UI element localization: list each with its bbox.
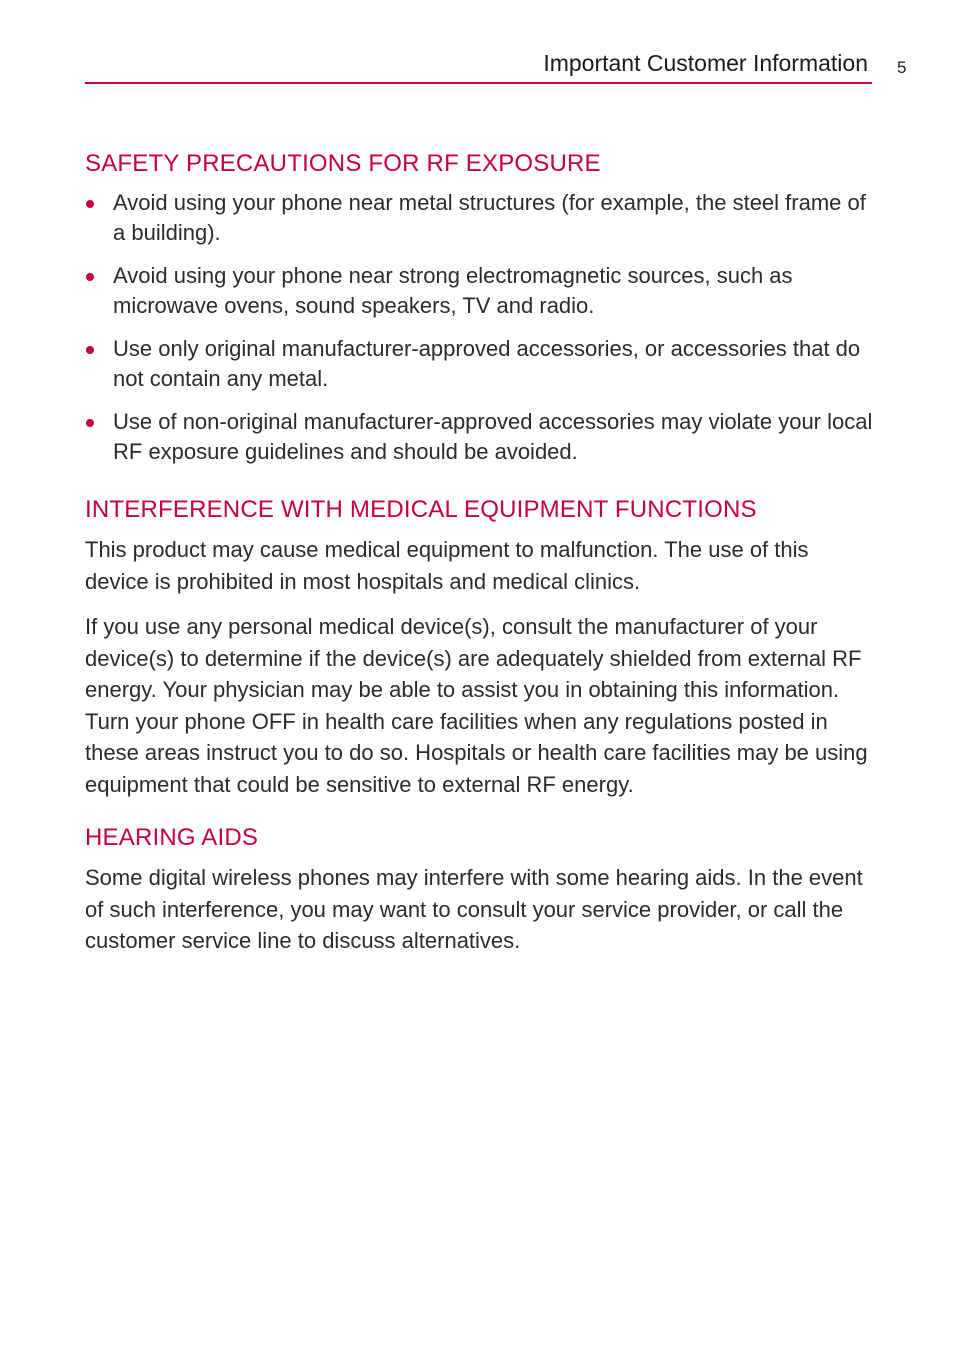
list-item-text: Use of non-original manufacturer-approved accessories may violate your local RF exposure guidelines and should be avoided.	[113, 409, 873, 464]
section-hearing-aids	[85, 822, 875, 957]
section-medical-equipment	[85, 494, 875, 800]
paragraph: Some digital wireless phones may interfere with some hearing aids. In the event of such interference, you may want to consult your service provider, or call the customer service line to discuss alternatives.	[85, 865, 863, 953]
bullet-list	[85, 188, 875, 467]
list-item-text: Avoid using your phone near metal structures (for example, the steel frame of a building).	[113, 190, 866, 245]
bullet-icon	[86, 419, 94, 427]
bullet-icon	[86, 200, 94, 208]
paragraph: This product may cause medical equipment to malfunction. The use of this device is prohibited in most hospitals and medical clinics.	[85, 537, 809, 594]
bullet-icon	[86, 273, 94, 281]
list-item-text: Use only original manufacturer-approved accessories, or accessories that do not contain any metal.	[113, 336, 861, 391]
section-heading: SAFETY PRECAUTIONS FOR RF EXPOSURE	[85, 150, 601, 177]
list-item-text: Avoid using your phone near strong electromagnetic sources, such as microwave ovens, sound speakers, TV and radio.	[113, 263, 793, 318]
header-title: Important Customer Information	[543, 50, 868, 76]
list-item	[85, 407, 875, 467]
list-item	[85, 261, 875, 321]
page-content	[85, 148, 875, 957]
list-item	[85, 188, 875, 248]
bullet-icon	[86, 346, 94, 354]
list-item	[85, 334, 875, 394]
section-heading: HEARING AIDS	[85, 824, 259, 851]
section-heading: INTERFERENCE WITH MEDICAL EQUIPMENT FUNCTIONS	[85, 496, 757, 523]
page-header	[85, 48, 872, 84]
page-number: 5	[897, 58, 907, 77]
paragraph: If you use any personal medical device(s), consult the manufacturer of your device(s) to determine if the device(s) are adequately shielded from external RF energy. Your physician may be able to assist you in obtaining this information. Turn your phone OFF in health care facilities when any regulations posted in these areas instruct you to do so. Hospitals or health care facilities may be using equipment that could be sensitive to external RF energy.	[85, 614, 868, 797]
section-rf-exposure	[85, 148, 875, 467]
